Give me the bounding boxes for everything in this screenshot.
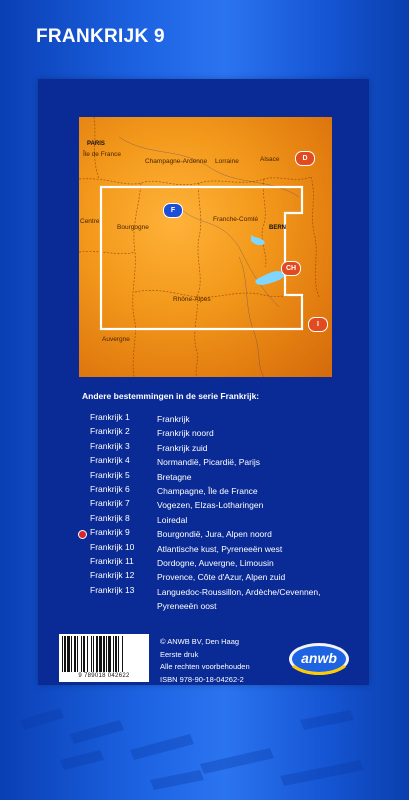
anwb-logo <box>287 640 351 683</box>
map-city: PARIS <box>87 141 105 147</box>
barcode-bars <box>60 635 148 673</box>
series-item-name: Frankrijk 10 <box>90 541 135 552</box>
map-label: Auvergne <box>102 336 130 343</box>
map-label: Lorraine <box>215 158 239 165</box>
list-item-current <box>90 527 360 541</box>
map-label: Bourgogne <box>117 224 149 231</box>
series-item-name: Frankrijk 9 <box>90 527 130 538</box>
series-item-name: Frankrijk 12 <box>90 570 135 581</box>
barcode-bar <box>81 636 82 672</box>
series-heading: Andere bestemmingen in de serie Frankrijk: <box>82 391 260 401</box>
series-item-name: Frankrijk 4 <box>90 455 130 466</box>
barcode-bar <box>64 636 66 672</box>
series-item-name: Frankrijk 3 <box>90 440 130 451</box>
series-item-name: Frankrijk 1 <box>90 412 130 422</box>
barcode-bar <box>77 636 78 672</box>
series-item-desc: Frankrijk <box>157 414 190 424</box>
barcode-bar <box>113 636 114 672</box>
series-item-name: Frankrijk 6 <box>90 483 130 494</box>
series-item-desc: Frankrijk zuid <box>157 442 208 453</box>
map-label: Rhône-Alpes <box>173 296 211 303</box>
list-item <box>90 484 360 498</box>
series-item-desc: Loiredal <box>157 514 188 525</box>
map-label: Île de France <box>83 151 121 158</box>
series-item-desc: Provence, Côte d'Azur, Alpen zuid <box>157 572 286 583</box>
series-item-name: Frankrijk 13 <box>90 584 135 595</box>
country-badge: CH <box>281 261 301 276</box>
list-item <box>90 570 360 584</box>
series-item-name: Frankrijk 5 <box>90 469 130 480</box>
barcode-bar <box>87 636 88 672</box>
barcode-bar <box>93 636 94 672</box>
list-item <box>90 470 360 484</box>
imprint-line: Alle rechten voorbehouden <box>160 662 250 671</box>
series-item-desc: Bretagne <box>157 471 192 482</box>
list-item <box>90 585 360 614</box>
list-item <box>90 426 360 440</box>
barcode-bar <box>71 636 72 672</box>
list-item <box>90 556 360 570</box>
series-item-name: Frankrijk 2 <box>90 426 130 437</box>
series-item-desc: Vogezen, Elzas-Lotharingen <box>157 500 264 511</box>
imprint-line: © ANWB BV, Den Haag <box>160 637 240 646</box>
map-city: BERN <box>269 225 287 231</box>
barcode-bar <box>103 636 105 672</box>
series-item-name: Frankrijk 8 <box>90 512 130 523</box>
imprint-line: ISBN 978-90-18-04262-2 <box>160 674 244 684</box>
list-item <box>90 412 360 426</box>
barcode-bar <box>62 636 63 672</box>
barcode-bar <box>118 636 119 672</box>
country-badge: D <box>295 151 315 166</box>
series-item-desc: Frankrijk noord <box>157 428 214 439</box>
anwb-logo-text: anwb <box>301 650 337 666</box>
series-item-desc: Normandië, Picardië, Parijs <box>157 457 260 468</box>
barcode <box>59 634 149 676</box>
barcode-bar <box>91 636 92 672</box>
map-label: Alsace <box>260 156 280 163</box>
barcode-bar <box>99 636 102 672</box>
barcode-bar <box>67 636 70 672</box>
series-item-desc: Languedoc-Roussillon, Ardèche/Cevennen, Pyreneeën oost <box>157 586 321 612</box>
series-item-name: Frankrijk 7 <box>90 498 130 509</box>
list-item <box>90 498 360 512</box>
series-item-name: Frankrijk 11 <box>90 555 134 566</box>
list-item <box>90 542 360 556</box>
list-item <box>90 455 360 469</box>
barcode-bar <box>83 636 85 672</box>
anwb-logo-mark <box>287 640 351 678</box>
home-country-badge: F <box>163 203 183 218</box>
map-label: Centre <box>80 218 100 225</box>
tire-track-decoration <box>0 690 409 800</box>
imprint-line: Eerste druk <box>160 649 199 659</box>
region-map <box>79 117 332 377</box>
list-item <box>90 441 360 455</box>
series-item-desc: Atlantische kust, Pyreneeën west <box>157 543 283 554</box>
imprint <box>160 636 250 686</box>
series-list <box>90 412 360 613</box>
barcode-bar <box>122 636 123 672</box>
country-badge: I <box>308 317 328 332</box>
barcode-bar <box>115 636 117 672</box>
list-item <box>90 513 360 527</box>
barcode-bar <box>74 636 76 672</box>
map-label: Champagne-Ardenne <box>145 158 208 165</box>
series-item-desc: Dordogne, Auvergne, Limousin <box>157 557 274 568</box>
barcode-bar <box>106 636 107 672</box>
map-label: Franche-Comté <box>213 216 259 223</box>
barcode-digits: 9 789018 042622 <box>59 673 149 682</box>
series-item-desc: Champagne, Île de France <box>157 485 258 496</box>
page-title: FRANKRIJK 9 <box>36 26 165 47</box>
barcode-bar <box>96 636 98 672</box>
barcode-bar <box>108 636 111 672</box>
series-item-desc: Bourgondië, Jura, Alpen noord <box>157 529 272 540</box>
